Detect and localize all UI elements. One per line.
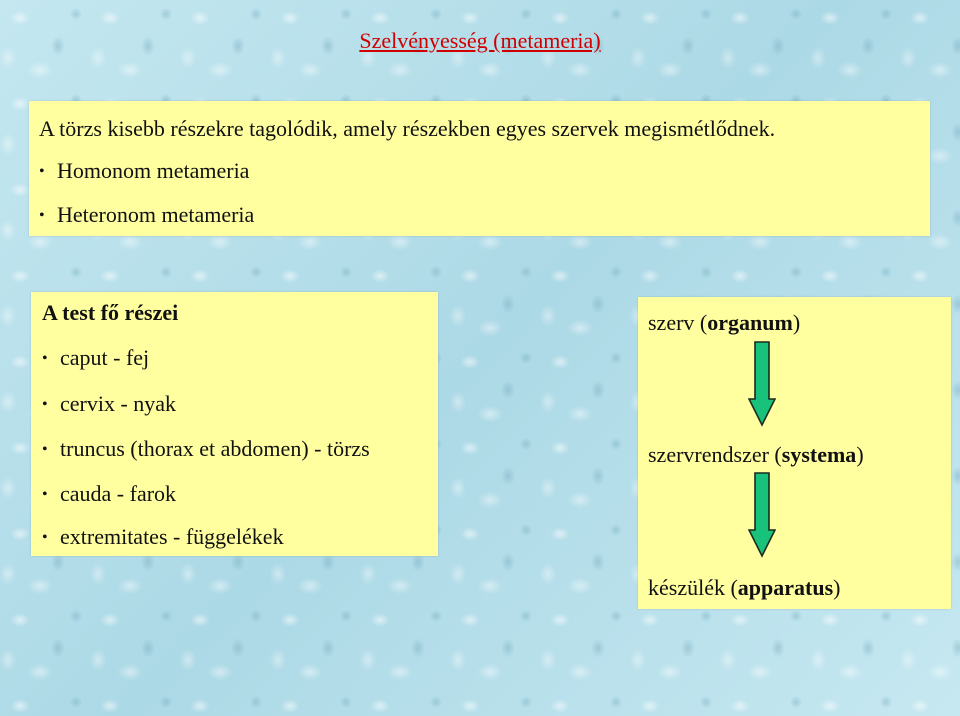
body-parts-box — [31, 292, 438, 556]
body-part-text: truncus (thorax et abdomen) - törzs — [60, 436, 370, 461]
bullet-icon: • — [42, 486, 48, 503]
systema-term: systema — [781, 442, 857, 467]
bullet-icon: • — [42, 529, 48, 546]
body-part-item — [42, 346, 149, 371]
body-parts-heading: A test fő részei — [42, 300, 179, 325]
organum-term: organum — [707, 310, 793, 335]
systema-suffix: ) — [856, 442, 864, 467]
page-title: Szelvényesség (metameria) — [359, 28, 601, 53]
bullet-icon: • — [42, 396, 48, 413]
organum-prefix: szerv ( — [648, 310, 708, 335]
bullet-icon: • — [39, 163, 45, 180]
body-part-item — [42, 482, 176, 507]
bullet-icon: • — [39, 207, 45, 224]
bullet-icon: • — [42, 350, 48, 367]
intro-text: A törzs kisebb részekre tagolódik, amely részekben egyes szervek megismétlődnek. — [39, 116, 776, 141]
down-arrow-icon — [748, 472, 776, 558]
bullet-text: Heteronom metameria — [57, 202, 255, 227]
intro-bullet-homonom — [39, 159, 249, 184]
body-part-item — [42, 437, 370, 462]
hierarchy-systema — [648, 443, 864, 467]
hierarchy-apparatus — [648, 576, 840, 600]
bullet-text: Homonom metameria — [57, 158, 250, 183]
down-arrow-icon — [748, 341, 776, 427]
systema-prefix: szervrendszer ( — [648, 442, 782, 467]
body-part-text: cauda - farok — [60, 481, 177, 506]
apparatus-prefix: készülék ( — [648, 575, 738, 600]
body-part-text: caput - fej — [60, 345, 150, 370]
intro-box — [29, 101, 930, 236]
intro-bullet-heteronom — [39, 203, 254, 228]
organum-suffix: ) — [792, 310, 801, 335]
apparatus-suffix: ) — [833, 575, 841, 600]
hierarchy-organum — [648, 311, 800, 335]
body-part-text: cervix - nyak — [60, 391, 177, 416]
hierarchy-box — [638, 297, 951, 609]
body-part-text: extremitates - függelékek — [60, 524, 284, 549]
apparatus-term: apparatus — [737, 575, 834, 600]
bullet-icon: • — [42, 441, 48, 458]
body-part-item — [42, 392, 176, 417]
body-part-item — [42, 525, 284, 550]
